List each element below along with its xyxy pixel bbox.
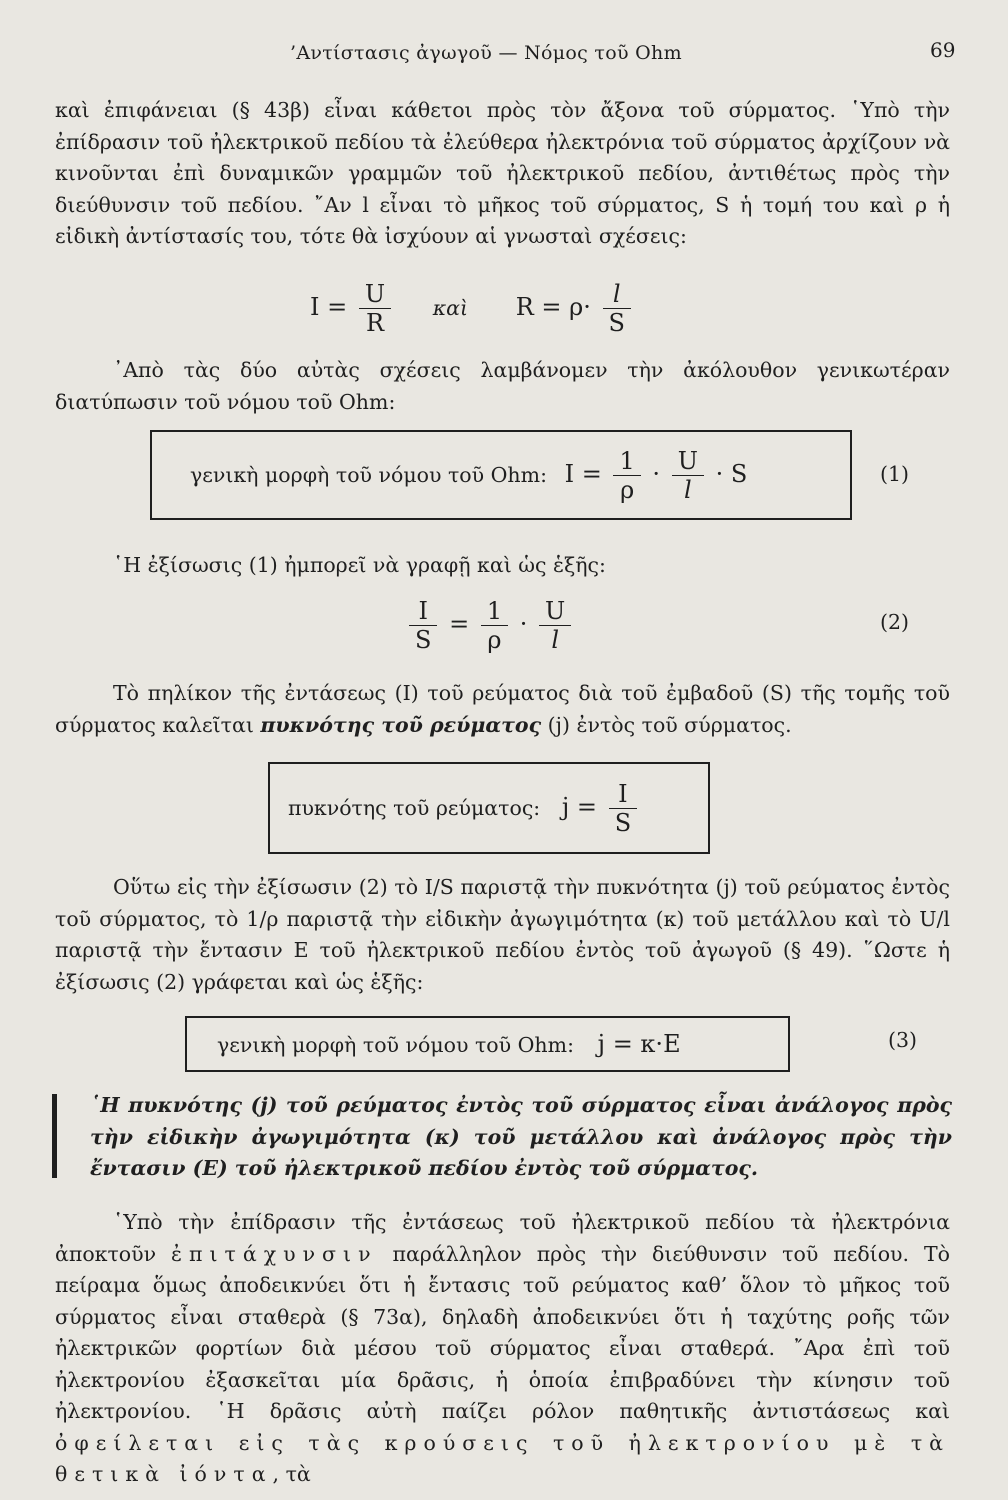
fraction-numerator: 1 bbox=[619, 446, 635, 475]
p6-text-c: , τὰ bbox=[272, 1462, 311, 1486]
fraction-denominator: S bbox=[409, 625, 437, 654]
eq3-formula: j = κ·E bbox=[597, 1030, 681, 1058]
eq3-label: γενικὴ μορφὴ τοῦ νόμου τοῦ Ohm: bbox=[217, 1033, 574, 1057]
eq2-dot: · bbox=[519, 610, 528, 638]
eq1-lhs: I = bbox=[564, 459, 602, 488]
fraction-denominator: ρ bbox=[481, 625, 508, 654]
fraction-denominator: R bbox=[359, 308, 391, 337]
p4-text-a: Τὸ πηλίκον τῆς ἐντάσεως (I) τοῦ ρεύματος διὰ τοῦ ἐμβαδοῦ (S) τῆς τομῆς τοῦ σύρματος καλεῖται bbox=[55, 681, 950, 737]
fraction-u-over-l bbox=[539, 597, 571, 654]
header-title: ’Αντίστασις ἀγωγοῦ — Νόμος τοῦ Ohm bbox=[290, 42, 682, 64]
fraction-denominator: S bbox=[609, 808, 637, 837]
density-label: πυκνότης τοῦ ρεύματος: bbox=[288, 795, 541, 820]
eq0-lhs1: I = bbox=[310, 293, 348, 321]
fraction-u-over-r bbox=[359, 280, 391, 337]
fraction-numerator: 1 bbox=[486, 597, 503, 625]
fraction-i-over-s bbox=[609, 780, 637, 837]
theorem-statement: ῾Η πυκνότης (j) τοῦ ρεύματος ἐντὸς τοῦ σύρματος εἶναι ἀνάλογος πρὸς τὴν εἰδικὴν ἀγωγιμότητα (κ) τοῦ μετάλλου καὶ ἀνάλογος πρὸς τὴν ἔντασιν (E) τοῦ ἠλεκτρικοῦ πεδίου ἐντὸς τοῦ σύρματος. bbox=[90, 1093, 952, 1180]
eq0-lhs2: R = ρ· bbox=[515, 293, 591, 321]
paragraph-from-these: ᾿Απὸ τὰς δύο αὐτὰς σχέσεις λαμβάνομεν τὴν ἀκόλουθον γενικωτέραν διατύπωσιν τοῦ νόμου τοῦ Ohm: bbox=[55, 358, 950, 414]
fraction-numerator: U bbox=[545, 597, 566, 625]
fraction-numerator: U bbox=[364, 280, 386, 308]
eq1-tail: · S bbox=[715, 459, 748, 488]
page-number: 69 bbox=[930, 38, 956, 62]
theorem-side-rule bbox=[52, 1094, 57, 1178]
equation-number-3: (3) bbox=[888, 1028, 918, 1052]
boxed-equation-3 bbox=[185, 1016, 790, 1072]
p6-spaced-acceleration: ἐπιτάχυνσιν bbox=[171, 1241, 378, 1266]
fraction-one-over-rho bbox=[481, 597, 508, 654]
equation-basic-relations bbox=[310, 280, 635, 337]
conjunction: καὶ bbox=[432, 296, 469, 320]
boxed-equation-1 bbox=[150, 430, 852, 520]
paragraph-electron-acceleration bbox=[55, 1207, 950, 1491]
paragraph-rewrite: ῾Η ἐξίσωσις (1) ἠμπορεῖ νὰ γραφῇ καὶ ὡς ἑξῆς: bbox=[113, 553, 606, 577]
fraction-one-over-rho bbox=[613, 447, 640, 504]
equation-number-1: (1) bbox=[880, 462, 910, 486]
fraction-l-over-s bbox=[603, 280, 631, 337]
p4-bold-term: πυκνότης τοῦ ρεύματος bbox=[260, 712, 542, 737]
p6-text-a: ῾Υπὸ τὴν ἐπίδρασιν τῆς ἐντάσεως τοῦ ἠλεκτρικοῦ πεδίου τὰ ἠλεκτρόνια ἀποκτοῦν bbox=[55, 1210, 950, 1266]
equation-number-2: (2) bbox=[880, 610, 910, 634]
fraction-denominator: ρ bbox=[613, 475, 640, 504]
eq2-equals: = bbox=[449, 610, 470, 638]
fraction-u-over-l bbox=[672, 447, 704, 504]
paragraph-intro: καὶ ἐπιφάνειαι (§ 43β) εἶναι κάθετοι πρὸς τὸν ἄξονα τοῦ σύρματος. ῾Υπὸ τὴν ἐπίδρασιν τοῦ ἠλεκτρικοῦ πεδίου τὰ ἐλεύθερα ἠλεκτρόνια τοῦ σύρματος ἀρχίζουν νὰ κινοῦνται ἐπὶ δυναμικῶν γραμμῶν τοῦ ἠλεκτρικοῦ πεδίου, ἀντιθέτως πρὸς τὴν διεύθυνσιν τοῦ πεδίου. ῎Αν l εἶναι τὸ μῆκος τοῦ σύρματος, S ἡ τομή του καὶ ρ ἡ εἰδικὴ ἀντίστασίς του, τότε θὰ ἰσχύουν αἱ γνωσταὶ σχέσεις: bbox=[55, 98, 950, 248]
fraction-numerator: l bbox=[612, 280, 621, 308]
fraction-numerator: I bbox=[618, 779, 628, 808]
density-lhs: j = bbox=[561, 792, 598, 821]
paragraph-current-density bbox=[55, 678, 950, 741]
fraction-denominator: l bbox=[672, 475, 704, 504]
paragraph-conductivity: Οὕτω εἰς τὴν ἐξίσωσιν (2) τὸ I/S παριστᾷ τὴν πυκνότητα (j) τοῦ ρεύματος ἐντὸς τοῦ σύρματος, τὸ 1/ρ παριστᾷ τὴν εἰδικὴν ἀγωγιμότητα (κ) τοῦ μετάλλου καὶ τὸ U/l παριστᾷ τὴν ἔντασιν E τοῦ ἠλεκτρικοῦ πεδίου ἐντὸς τοῦ ἀγωγοῦ (§ 49). ῞Ωστε ἡ ἐξίσωσις (2) γράφεται καὶ ὡς ἑξῆς: bbox=[55, 875, 950, 994]
fraction-i-over-s bbox=[409, 597, 437, 654]
fraction-denominator: S bbox=[603, 308, 631, 337]
p6-text-b: παράλληλον πρὸς τὴν διεύθυνσιν τοῦ πεδίου. Τὸ πείραμα ὅμως ἀποδεικνύει ὅτι ἡ ἔντασις τοῦ ρεύματος καθ’ ὅλον τὸ μῆκος τοῦ σύρματος εἶναι σταθερὰ (§ 73α), δηλαδὴ ἀποδεικνύει ὅτι ἡ ταχύτης ροῆς τῶν ἠλεκτρικῶν φορτίων διὰ μέσου τοῦ σύρματος εἶναι σταθερά. ῎Αρα ἐπὶ τοῦ ἠλεκτρονίου ἐξασκεῖται μία δρᾶσις, ἡ ὁποία ἐπιβραδύνει τὴν κίνησιν τοῦ ἠλεκτρονίου. ῾Η δρᾶσις αὐτὴ παίζει ρόλον παθητικῆς ἀντιστάσεως καὶ bbox=[55, 1241, 950, 1423]
p6-spaced-collisions: ὀφείλεται εἰς τὰς κρούσεις τοῦ ἠλεκτρονίου μὲ τὰ θετικὰ ἰόντα bbox=[55, 1430, 950, 1486]
eq1-dot: · bbox=[652, 459, 661, 488]
boxed-equation-density bbox=[268, 762, 710, 854]
fraction-numerator: U bbox=[677, 446, 698, 475]
fraction-numerator: I bbox=[418, 597, 428, 625]
equation-2 bbox=[405, 597, 575, 654]
running-header bbox=[0, 38, 1008, 68]
eq1-label: γενικὴ μορφὴ τοῦ νόμου τοῦ Ohm: bbox=[190, 462, 547, 487]
fraction-denominator: l bbox=[539, 625, 571, 654]
p4-text-b: (j) ἐντὸς τοῦ σύρματος. bbox=[541, 712, 792, 737]
